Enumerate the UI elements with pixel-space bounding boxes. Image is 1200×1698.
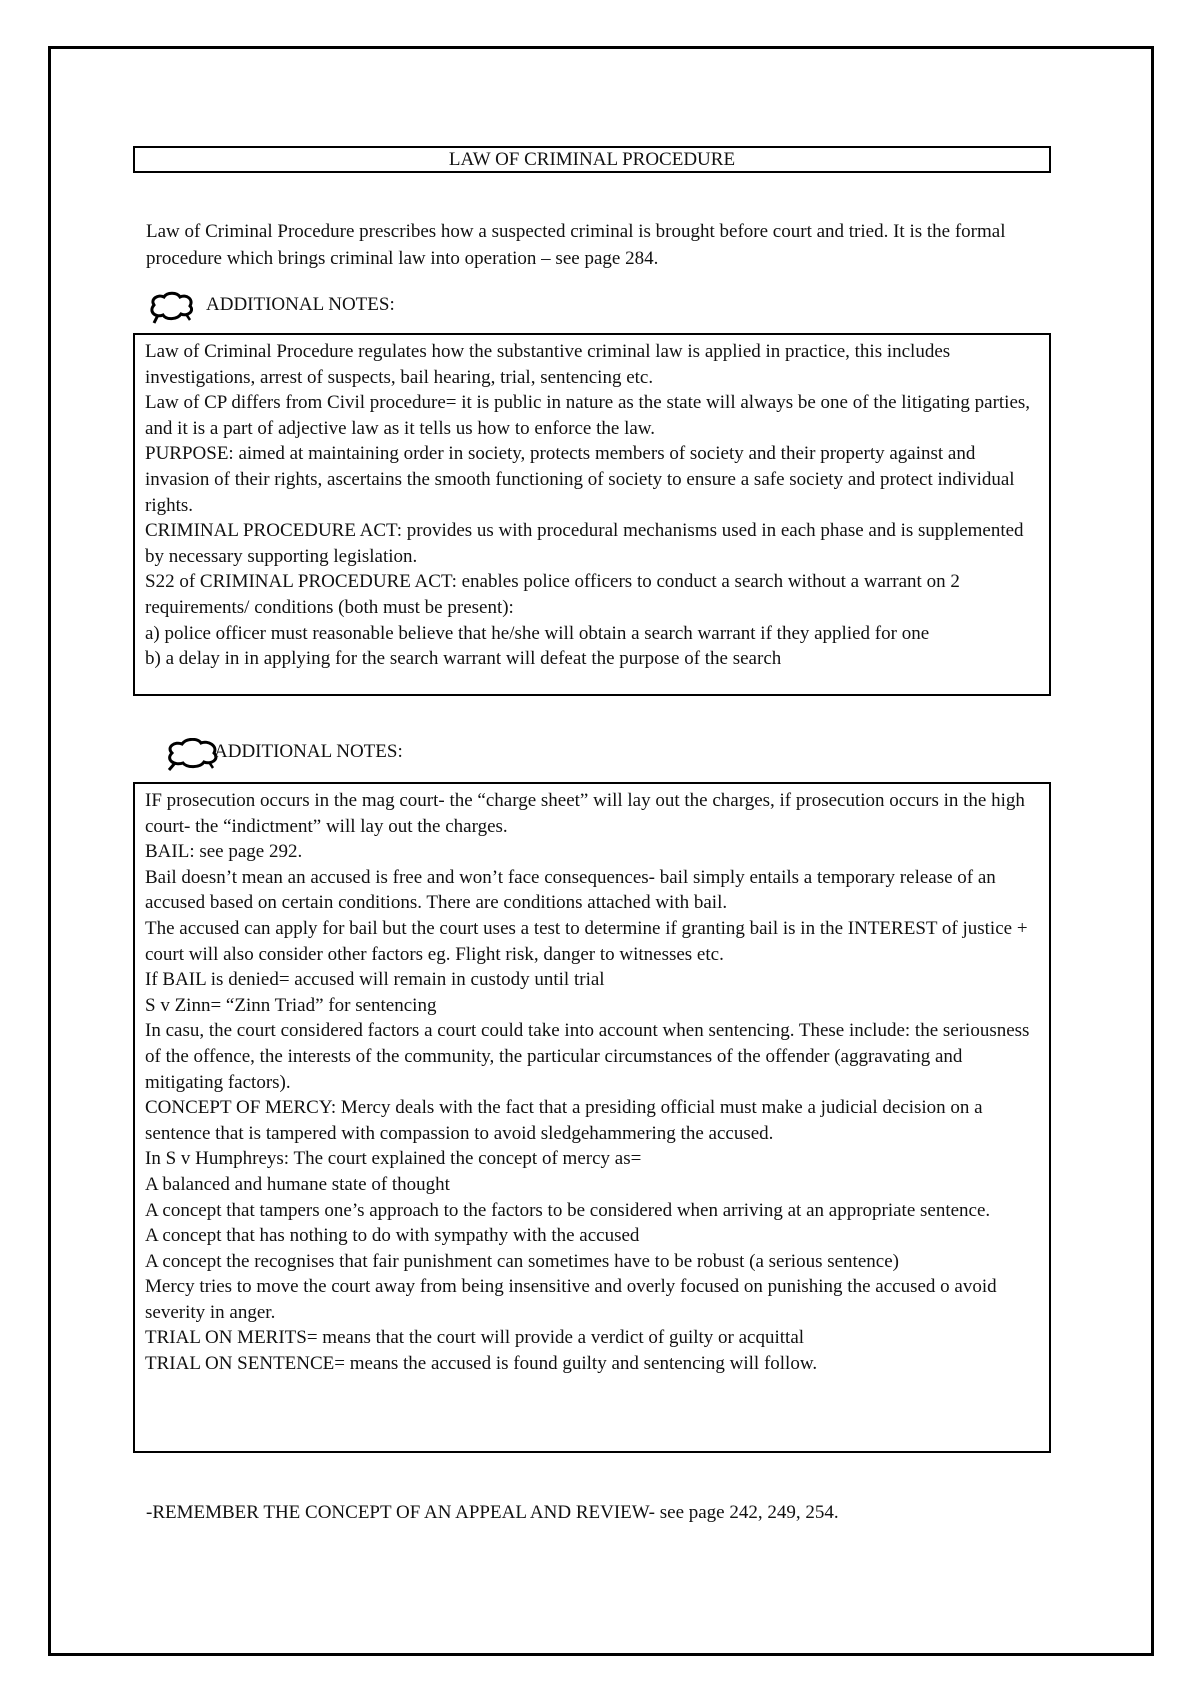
note-line: TRIAL ON MERITS= means that the court will provide a verdict of guilty or acquittal [145,1327,805,1349]
notes-box-2 [133,782,1051,1453]
note-line: If BAIL is denied= accused will remain in custody until trial [145,969,605,991]
note-line: BAIL: see page 292. [145,841,303,863]
note-line: IF prosecution occurs in the mag court- the “charge sheet” will lay out the charges, if prosecution occurs in the high court- the “indictment” will lay out the charges. [145,790,1025,837]
note-line: Bail doesn’t mean an accused is free and won’t face consequences- bail simply entails a temporary release of an accused based on certain conditions. There are conditions attached with bail. [145,866,996,914]
thought-cloud-icon [146,291,196,325]
additional-notes-label: ADDITIONAL NOTES: [206,294,395,315]
note-line: The accused can apply for bail but the court uses a test to determine if granting bail is in the INTEREST of justice + court will also consider other factors eg. Flight risk, danger to witnesses etc. [145,917,1028,965]
document-title: LAW OF CRIMINAL PROCEDURE [133,146,1051,173]
note-line: Law of Criminal Procedure regulates how the substantive criminal law is applied in practice, this includes investigations, arrest of suspects, bail hearing, trial, sentencing etc. [145,341,951,388]
note-line: In S v Humphreys: The court explained the concept of mercy as= [145,1148,642,1170]
note-line: A concept the recognises that fair punishment can sometimes have to be robust (a serious sentence) [145,1250,899,1272]
note-line: In casu, the court considered factors a court could take into account when sentencing. These include: the seriousness of the offence, the interests of the community, the particular circumstances of the offender (aggravating and mitigating factors). [145,1020,1030,1093]
appeal-review-reminder: -REMEMBER THE CONCEPT OF AN APPEAL AND REVIEW- see page 242, 249, 254. [146,1502,839,1523]
note-line: Mercy tries to move the court away from being insensitive and overly focused on punishing the accused o avoid severity in anger. [145,1276,997,1323]
note-line: S v Zinn= “Zinn Triad” for sentencing [145,994,437,1016]
intro-paragraph: Law of Criminal Procedure prescribes how a suspected criminal is brought before court and tried. It is the formal procedure which brings criminal law into operation – see page 284. [146,221,1006,269]
additional-notes-heading-2 [163,738,463,772]
note-line: b) a delay in in applying for the search warrant will defeat the purpose of the search [145,648,782,670]
note-line: A balanced and humane state of thought [145,1173,450,1195]
note-line: S22 of CRIMINAL PROCEDURE ACT: enables police officers to conduct a search without a warrant on 2 requirements/ conditions (both must be present): [145,571,960,618]
note-line: A concept that tampers one’s approach to the factors to be considered when arriving at an appropriate sentence. [145,1199,991,1221]
note-line: PURPOSE: aimed at maintaining order in society, protects members of society and their property against and invasion of their rights, ascertains the smooth functioning of society to ensure a safe society and protect individual rights. [145,443,1015,516]
thought-cloud-icon [163,738,221,772]
notes-box-1 [133,333,1051,696]
note-line: A concept that has nothing to do with sympathy with the accused [145,1225,640,1247]
note-line: a) police officer must reasonable believe that he/she will obtain a search warrant if they applied for one [145,622,930,644]
additional-notes-label: ADDITIONAL NOTES: [214,741,403,762]
additional-notes-heading-1 [146,291,446,325]
note-line: TRIAL ON SENTENCE= means the accused is found guilty and sentencing will follow. [145,1353,818,1375]
note-line: CONCEPT OF MERCY: Mercy deals with the fact that a presiding official must make a judicial decision on a sentence that is tampered with compassion to avoid sledgehammering the accused. [145,1097,983,1144]
note-line: Law of CP differs from Civil procedure= it is public in nature as the state will always be one of the litigating parties, and it is a part of adjective law as it tells us how to enforce the law. [145,392,1031,439]
note-line: CRIMINAL PROCEDURE ACT: provides us with procedural mechanisms used in each phase and is supplemented by necessary supporting legislation. [145,520,1024,567]
